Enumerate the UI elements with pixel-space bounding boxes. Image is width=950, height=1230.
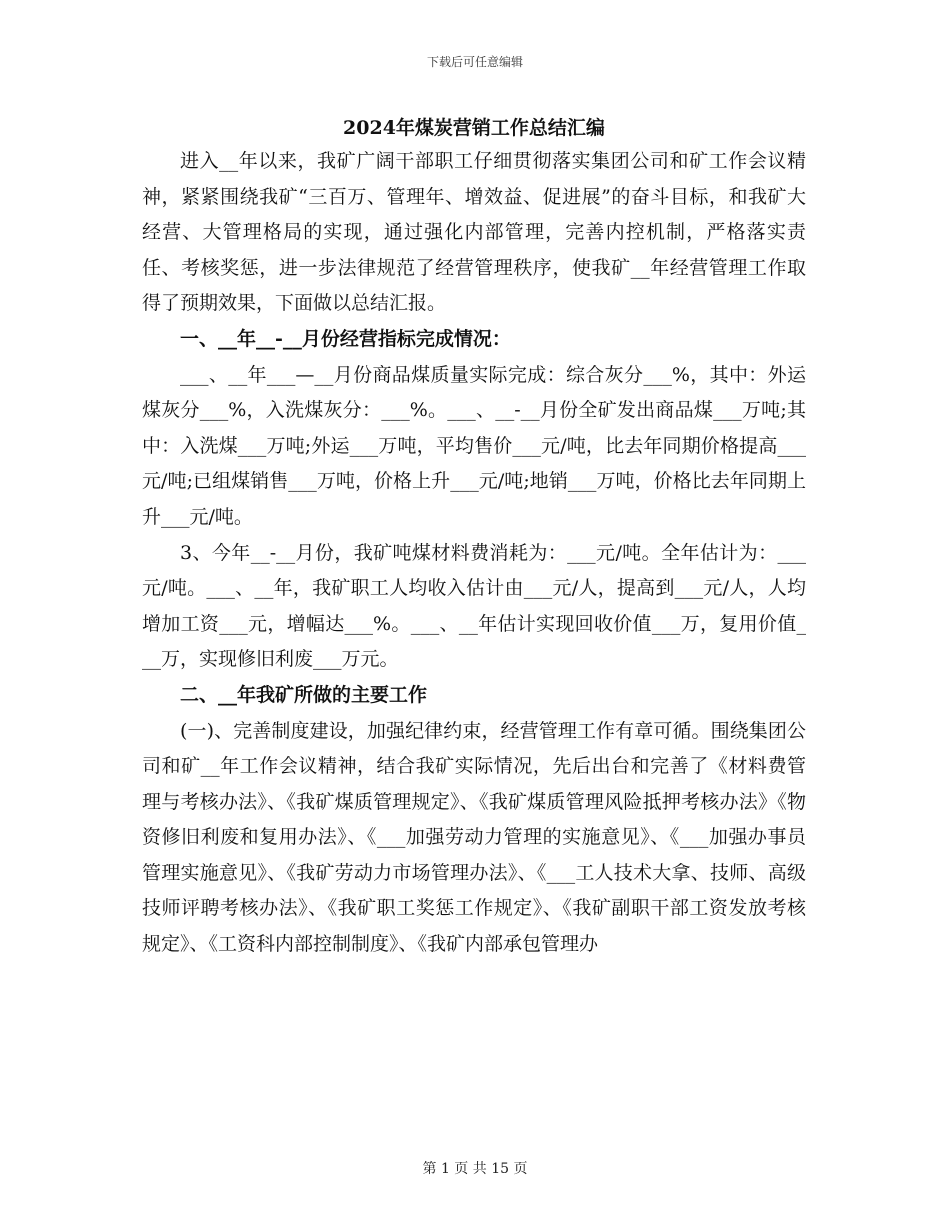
intro-paragraph: 进入__年以来，我矿广阔干部职工仔细贯彻落实集团公司和矿工作会议精神，紧紧围绕我矿“三百万、管理年、增效益、促进展”的奋斗目标，和我矿大经营、大管理格局的实现，通过强化内部管理，完善内控机制，严格落实责任、考核奖惩，进一步法律规范了经营管理秩序，使我矿__年经营管理工作取得了预期效果，下面做以总结汇报。 [142,150,806,315]
header-note: 下载后可任意编辑 [426,55,523,69]
page-number: 第 1 页 共 15 页 [422,1161,528,1177]
document-body [142,112,806,963]
paragraph-costs-income: 3、今年__-__月份，我矿吨煤材料费消耗为：___元/吨。全年估计为：___元/吨。___、__年，我矿职工人均收入估计由___元/人，提高到___元/人，人均增加工资___元，增幅达___%。___、__年估计实现回收价值___万，复用价值___万，实现修旧利废___万元。 [142,541,806,671]
document-title: 2024年煤炭营销工作总结汇编 [343,117,605,139]
paragraph-system-building: (一)、完善制度建设，加强纪律约束，经营管理工作有章可循。围绕集团公司和矿__年工作会议精神，结合我矿实际情况，先后出台和完善了《材料费管理与考核办法》、《我矿煤质管理规定》、《我矿煤质管理风险抵押考核办法》《物资修旧利废和复用办法》、《___加强劳动力管理的实施意见》、《___加强办事员管理实施意见》、《我矿劳动力市场管理办法》、《___工人技术大拿、技师、高级技师评聘考核办法》、《我矿职工奖惩工作规定》、《我矿副职干部工资发放考核规定》、《工资科内部控制制度》、《我矿内部承包管理办 [142,719,806,956]
paragraph-sales-figures: ___、__年___—__月份商品煤质量实际完成：综合灰分___%，其中：外运煤灰分___%，入洗煤灰分：___%。___、__-__月份全矿发出商品煤___万吨;其中：入洗煤___万吨;外运___万吨，平均售价___元/吨，比去年同期价格提高___元/吨;已组煤销售___万吨，价格上升___元/吨;地销___万吨，价格比去年同期上升___元/吨。 [142,363,806,528]
section-heading-2: 二、__年我矿所做的主要工作 [180,683,428,706]
section-heading-1: 一、__年__-__月份经营指标完成情况： [180,327,511,350]
